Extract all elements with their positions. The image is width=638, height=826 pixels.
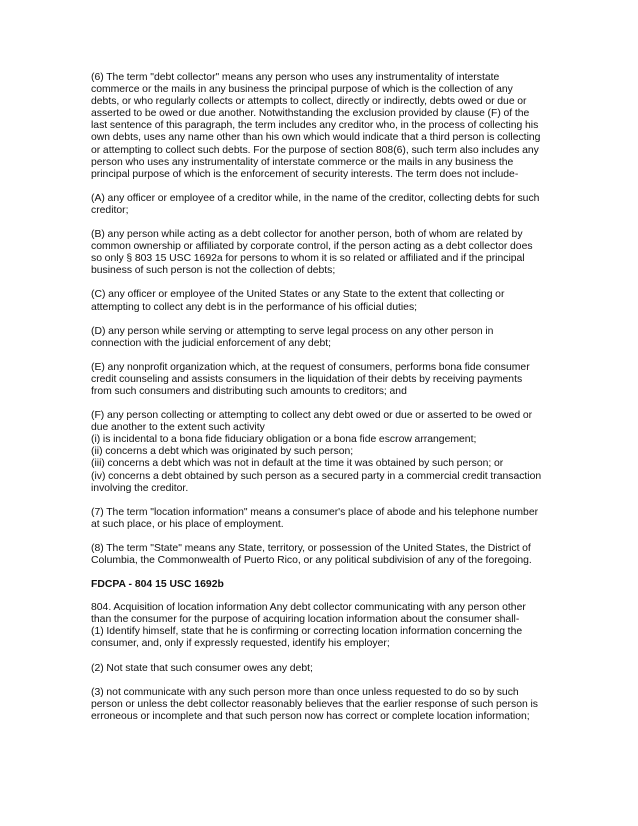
section-heading: FDCPA - 804 15 USC 1692b bbox=[91, 579, 224, 591]
paragraph-exclusion-d: (D) any person while serving or attempting to serve legal process on any other person in connection with the judicial enforcement of any debt; bbox=[91, 325, 494, 349]
paragraph-debt-collector-definition: (6) The term "debt collector" means any person who uses any instrumentality of interstate commerce or the mails in any business the principal purpose of which is the collection of any debts, or who regularly collects or attempts to collect, directly or indirectly, debts owed or due or asserted to be owed or due another. Notwithstanding the exclusion provided by clause (F) of the last sentence of this paragraph, the term includes any creditor who, in the process of collecting his own debts, uses any name other than his own which would indicate that a third person is collecting or attempting to collect such debts. For the purpose of section 808(6), such term also includes any person who uses any instrumentality of interstate commerce or the mails in any business the principal purpose of which is the enforcement of security interests. The term does not include- bbox=[91, 72, 541, 180]
paragraph-not-communicate-more-than-once: (3) not communicate with any such person more than once unless requested to do so by such person or unless the debt collector reasonably believes that the earlier response of such person is erroneous or incomplete and that such person now has correct or complete location information; bbox=[91, 686, 538, 722]
paragraph-location-information-definition: (7) The term "location information" means a consumer's place of abode and his telephone number at such place, or his place of employment. bbox=[91, 506, 539, 530]
paragraph-exclusion-e: (E) any nonprofit organization which, at the request of consumers, performs bona fide consumer credit counseling and assists consumers in the liquidation of their debts by receiving payments from such consumers and distributing such amounts to creditors; and bbox=[91, 361, 530, 397]
document-page bbox=[91, 72, 543, 735]
paragraph-exclusion-f: (F) any person collecting or attempting to collect any debt owed or due or asserted to be owed or due another to the extent such activity (i) is incidental to a bona fide fiduciary obligation or a bona fide escrow arrangement; (ii) concerns a debt which was originated by such person; (iii) concerns a debt which was not in default at the time it was obtained by such person; or (iv) concerns a debt obtained by such person as a secured party in a commercial credit transaction involving the creditor. bbox=[91, 410, 542, 494]
paragraph-exclusion-a: (A) any officer or employee of a creditor while, in the name of the creditor, collecting debts for such creditor; bbox=[91, 192, 540, 216]
paragraph-exclusion-b: (B) any person while acting as a debt collector for another person, both of whom are related by common ownership or affiliated by corporate control, if the person acting as a debt collector does so only § 803 15 USC 1692a for persons to whom it is so related or affiliated and if the principal business of such person is not the collection of debts; bbox=[91, 229, 533, 277]
paragraph-state-definition: (8) The term "State" means any State, territory, or possession of the United States, the District of Columbia, the Commonwealth of Puerto Rico, or any political subdivision of any of the foregoing. bbox=[91, 542, 532, 566]
paragraph-exclusion-c: (C) any officer or employee of the United States or any State to the extent that collecting or attempting to collect any debt is in the performance of his official duties; bbox=[91, 289, 505, 313]
paragraph-acquisition-location-information: 804. Acquisition of location information Any debt collector communicating with any person other than the consumer for the purpose of acquiring location information about the consumer shall- (1) Identify himself, state that he is confirming or correcting location information concerning the consumer, and, only if expressly requested, identify his employer; bbox=[91, 602, 526, 650]
paragraph-not-state-owes-debt: (2) Not state that such consumer owes any debt; bbox=[91, 662, 313, 674]
